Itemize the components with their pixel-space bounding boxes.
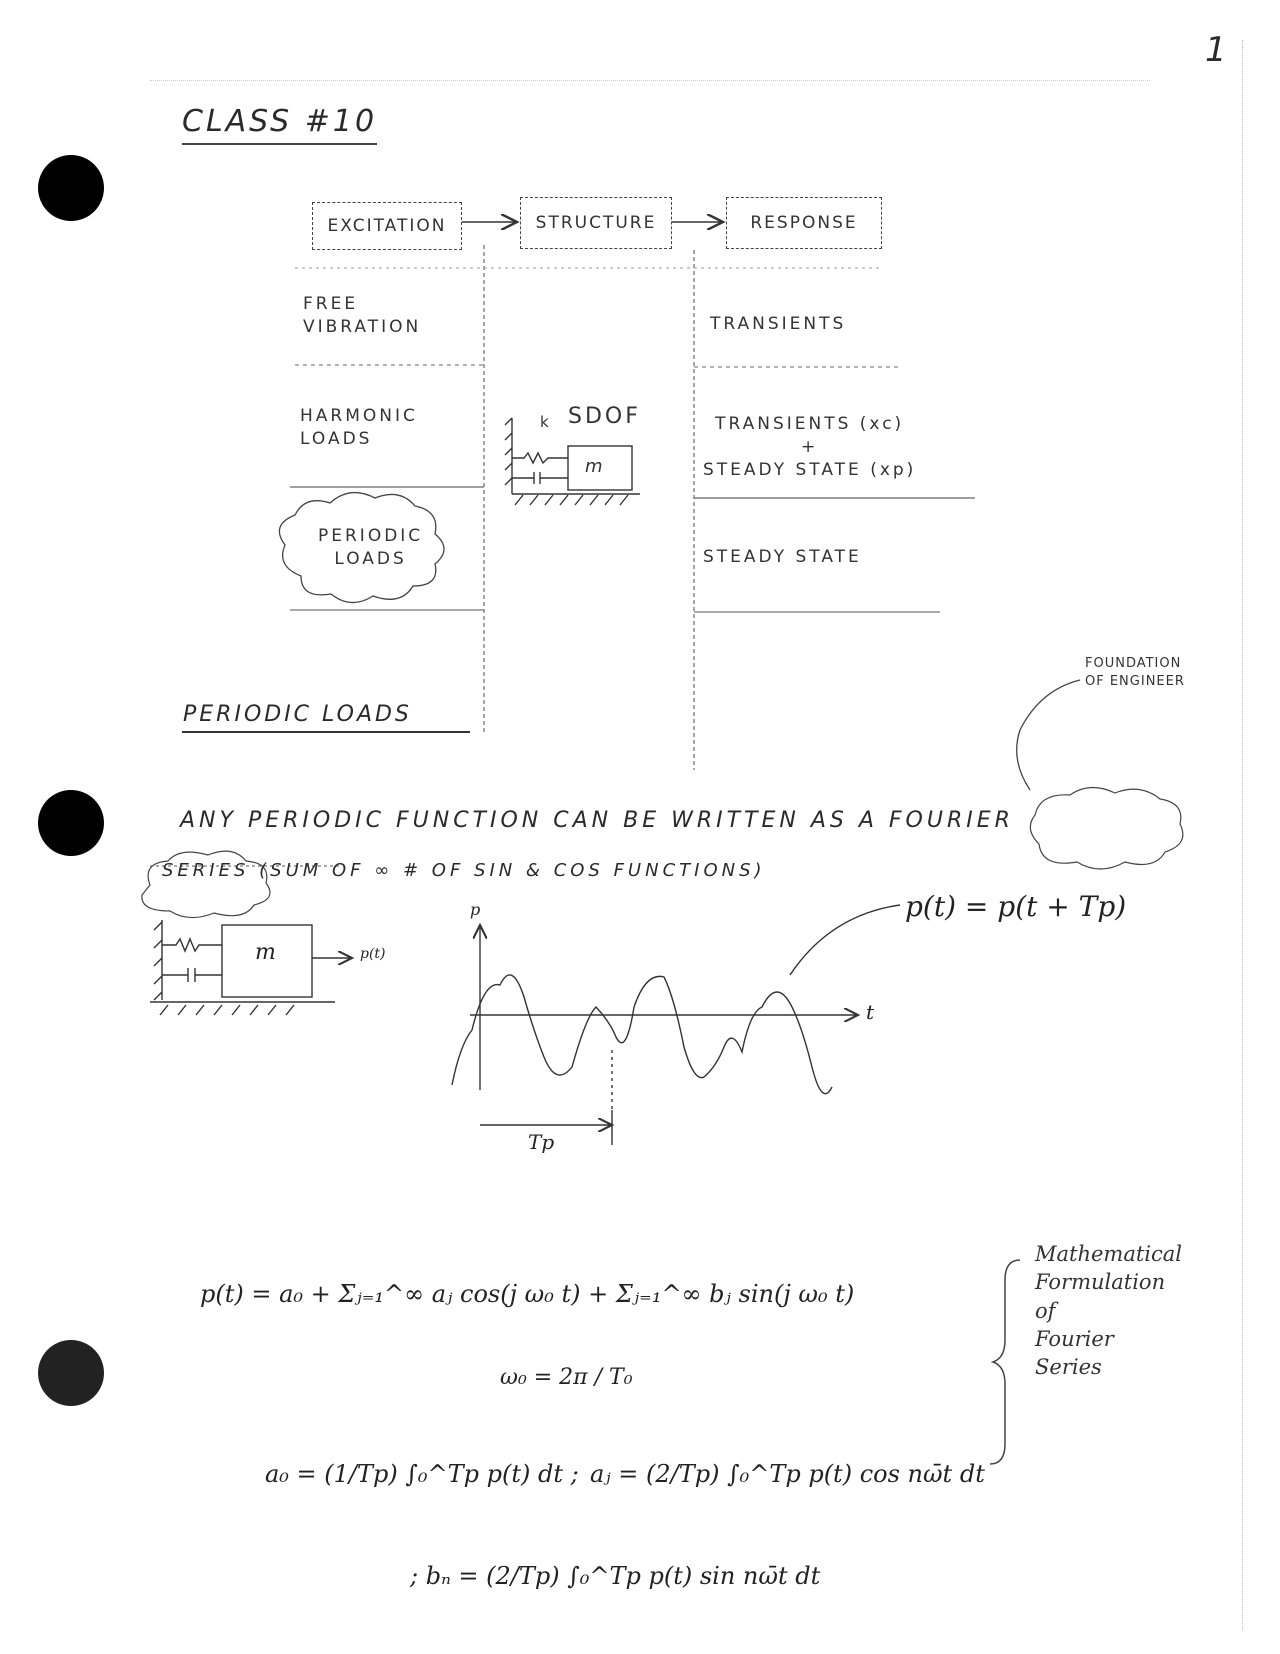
- p-axis-label: p: [470, 900, 481, 919]
- label-harmonic-loads: HARMONIC LOADS: [300, 406, 418, 449]
- page-title: CLASS #10: [182, 104, 377, 145]
- period-label: Tp: [528, 1130, 555, 1154]
- label-sdof: SDOF: [568, 404, 641, 429]
- label-periodic-loads: PERIODIC LOADS: [318, 526, 424, 569]
- excitation-box: EXCITATION: [312, 202, 462, 250]
- label-spring-k: k: [540, 413, 552, 431]
- a0-equation: a₀ = (1/Tp) ∫₀^Tp p(t) dt ;: [265, 1460, 579, 1488]
- fourier-cloud: [1030, 787, 1183, 869]
- formula-brace: [990, 1260, 1020, 1464]
- omega-equation: ω₀ = 2π / T₀: [500, 1365, 633, 1390]
- periodic-plot: [452, 905, 900, 1145]
- label-free-vibration: FREE VIBRATION: [303, 294, 422, 337]
- page-number: 1: [1205, 30, 1230, 70]
- sdof-force-sketch: [150, 920, 352, 1015]
- fourier-series-equation: p(t) = a₀ + Σⱼ₌₁^∞ aⱼ cos(j ω₀ t) + Σⱼ₌₁^∞ bⱼ sin(j ω₀ t): [200, 1280, 855, 1308]
- foundation-scribble: [1017, 680, 1080, 790]
- foundation-note: FOUNDATION OF ENGINEER: [1085, 656, 1185, 689]
- fourier-statement-line-2: SERIES (SUM OF ∞ # OF SIN & COS FUNCTIONS): [162, 860, 766, 881]
- periodic-equation: p(t) = p(t + Tp): [905, 890, 1127, 923]
- aj-equation: aⱼ = (2/Tp) ∫₀^Tp p(t) cos nω̄t dt: [590, 1460, 985, 1488]
- periodic-loads-heading: PERIODIC LOADS: [183, 702, 412, 727]
- periodic-waveform: [452, 975, 832, 1094]
- structure-box: STRUCTURE: [520, 197, 672, 249]
- label-transients-steady-state: TRANSIENTS (xc) + STEADY STATE (xp): [703, 414, 917, 480]
- mass-label: m: [255, 940, 276, 965]
- response-box: RESPONSE: [726, 197, 882, 249]
- label-transients: TRANSIENTS: [710, 314, 847, 334]
- pointer-line: [790, 905, 900, 975]
- label-steady-state: STEADY STATE: [703, 547, 862, 567]
- fourier-statement-line-1: ANY PERIODIC FUNCTION CAN BE WRITTEN AS A FOURIER: [180, 808, 1014, 833]
- force-label: p(t): [360, 946, 386, 962]
- bn-equation: ; bₙ = (2/Tp) ∫₀^Tp p(t) sin nω̄t dt: [410, 1562, 821, 1590]
- t-axis-label: t: [866, 1000, 875, 1024]
- side-note: Mathematical Formulation of Fourier Series: [1035, 1242, 1182, 1380]
- label-mass-m: m: [585, 456, 606, 477]
